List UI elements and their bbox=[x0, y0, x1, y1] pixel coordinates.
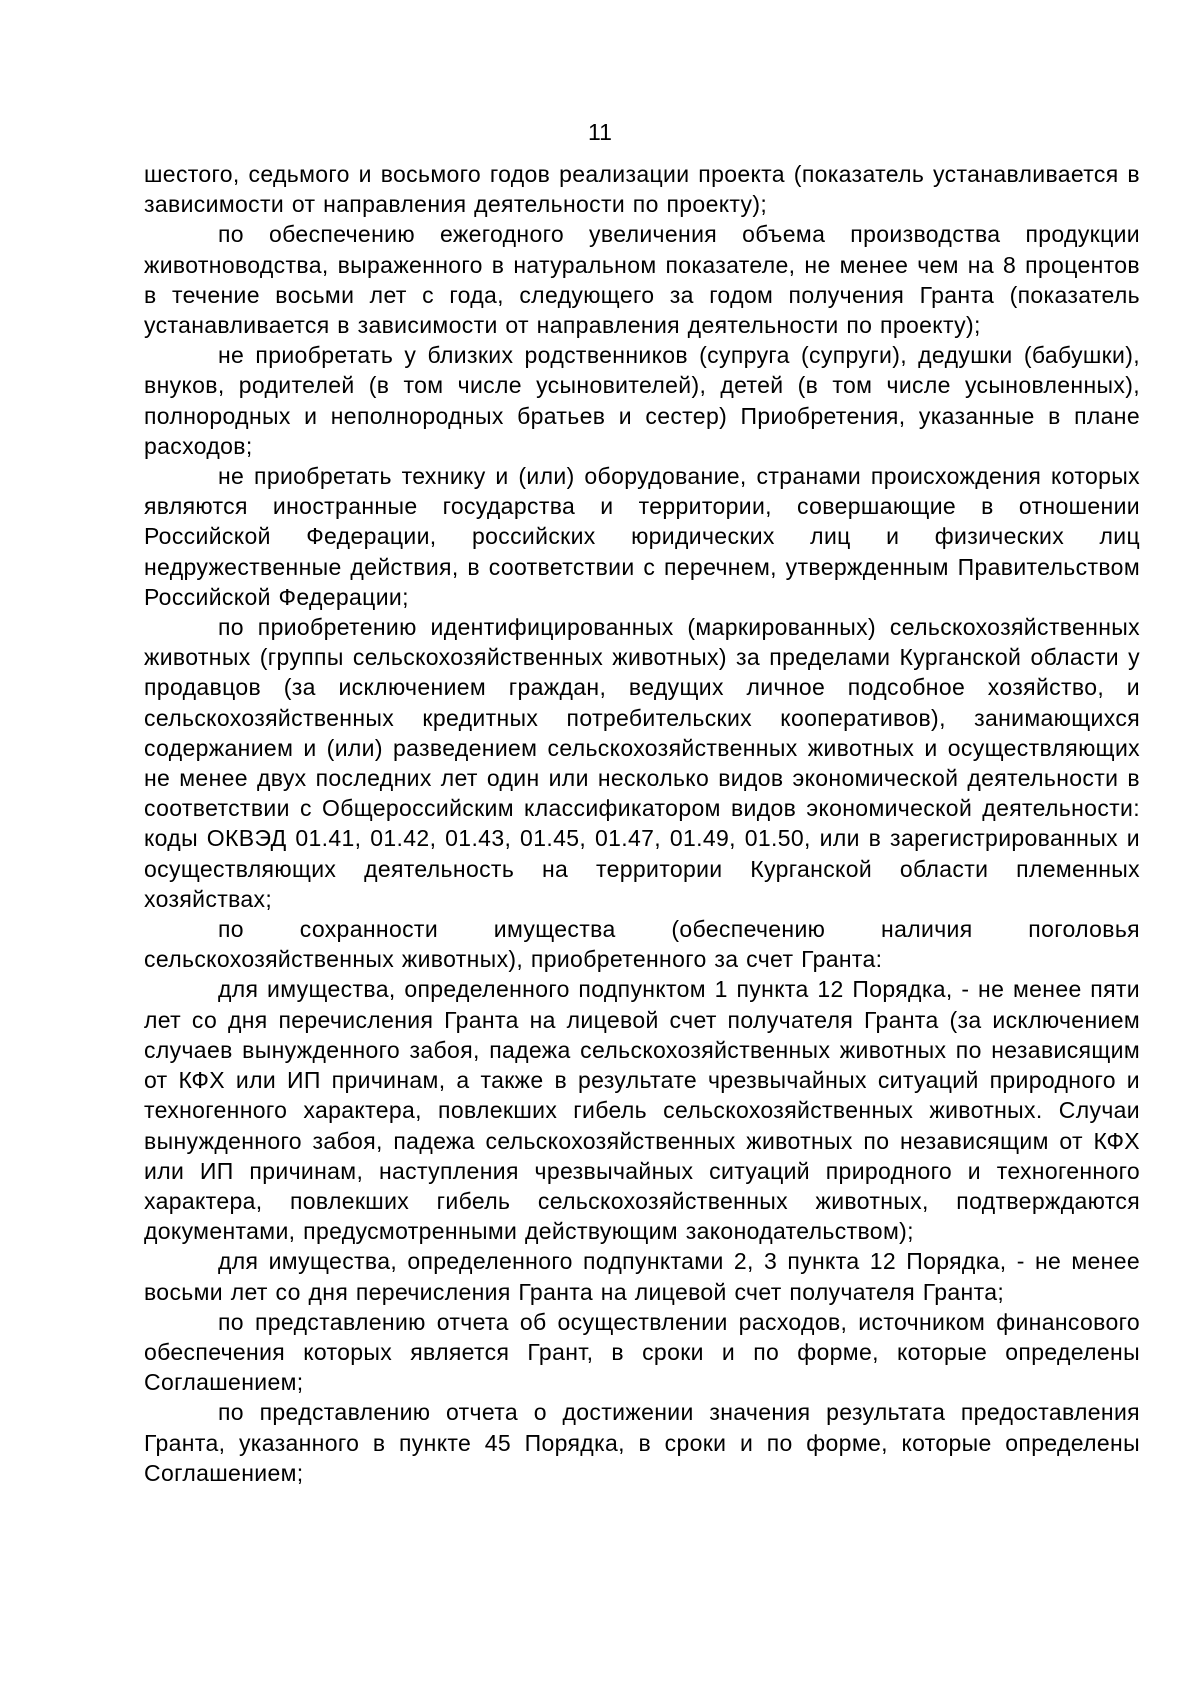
document-body bbox=[144, 159, 1140, 1488]
paragraph-unfriendly-states: не приобретать технику и (или) оборудование, странами происхождения которых являются иностранные государства и территории, совершающие в отношении Российской Федерации, российских юридических лиц и физических лиц недружественные действия, в соответствии с перечнем, утвержденным Правительством Российской Федерации; bbox=[144, 463, 1140, 610]
paragraph-relatives-purchase: не приобретать у близких родственников (супруга (супруги), дедушки (бабушки), внуков, родителей (в том числе усыновителей), детей (в том числе усыновленных), полнородных и неполнородных братьев и сестер) Приобретения, указанные в плане расходов; bbox=[144, 342, 1140, 459]
paragraph-property-safety: по сохранности имущества (обеспечению наличия поголовья сельскохозяйственных животных), приобретенного за счет Гранта: bbox=[144, 916, 1140, 973]
paragraph-production-growth: по обеспечению ежегодного увеличения объема производства продукции животноводства, выраженного в натуральном показателе, не менее чем на 8 процентов в течение восьми лет с года, следующего за годом получения Гранта (показатель устанавливается в зависимости от направления деятельности по проекту); bbox=[144, 221, 1140, 339]
paragraph-property-subpoint-1: для имущества, определенного подпунктом 1 пункта 12 Порядка, - не менее пяти лет со дня перечисления Гранта на лицевой счет получателя Гранта (за исключением случаев вынужденного забоя, падежа сельскохозяйственных животных по независящим от КФХ или ИП причинам, а также в результате чрезвычайных ситуаций природного и техногенного характера, повлекших гибель сельскохозяйственных животных. Случаи вынужденного забоя, падежа сельскохозяйственных животных по независящим от КФХ или ИП причинам, наступления чрезвычайных ситуаций природного и техногенного характера, повлекших гибель сельскохозяйственных животных, подтверждаются документами, предусмотренными действующим законодательством); bbox=[144, 976, 1140, 1245]
paragraph-continuation: шестого, седьмого и восьмого годов реализации проекта (показатель устанавливается в зависимости от направления деятельности по проекту); bbox=[144, 161, 1140, 218]
page-number: 11 bbox=[588, 119, 612, 145]
paragraph-result-report: по представлению отчета о достижении значения результата предоставления Гранта, указанного в пункте 45 Порядка, в сроки и по форме, которые определены Соглашением; bbox=[144, 1399, 1140, 1486]
paragraph-expense-report: по представлению отчета об осуществлении расходов, источником финансового обеспечения которых является Грант, в сроки и по форме, которые определены Соглашением; bbox=[144, 1308, 1140, 1396]
paragraph-property-subpoints-2-3: для имущества, определенного подпунктами 2, 3 пункта 12 Порядка, - не менее восьми лет со дня перечисления Гранта на лицевой счет получателя Гранта; bbox=[144, 1248, 1140, 1305]
paragraph-animal-purchase: по приобретению идентифицированных (маркированных) сельскохозяйственных животных (группы сельскохозяйственных животных) за пределами Курганской области у продавцов (за исключением граждан, ведущих личное подсобное хозяйство, и сельскохозяйственных кредитных потребительских кооперативов), занимающихся содержанием и (или) разведением сельскохозяйственных животных и осуществляющих не менее двух последних лет один или несколько видов экономической деятельности в соответствии с Общероссийским классификатором видов экономической деятельности: коды ОКВЭД 01.41, 01.42, 01.43, 01.45, 01.47, 01.49, 01.50, или в зарегистрированных и осуществляющих деятельность на территории Курганской области племенных хозяйствах; bbox=[144, 614, 1140, 912]
